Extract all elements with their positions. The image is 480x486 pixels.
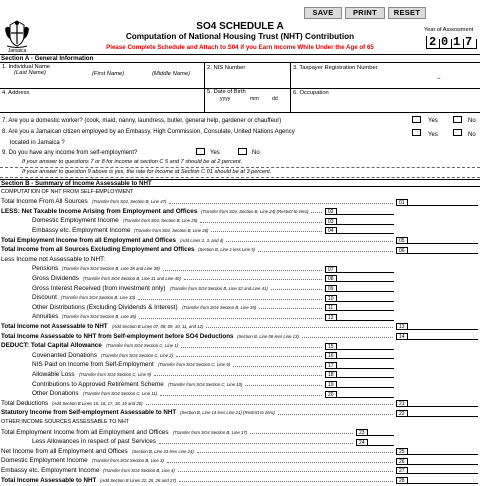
row-transfer-note: (Transfer from SO4 Section C, Line 10) [168, 381, 243, 387]
row-label: Total Income From All Sources [1, 198, 88, 206]
line-number-box: 08 [325, 275, 337, 282]
q9-yes-label: Yes [210, 150, 220, 156]
row-label: Total Employment Income from all Employment and Offices [1, 428, 169, 436]
section-b-row [0, 342, 480, 352]
row-transfer-note: (Transfer from SO4 Section B, Line 4) [103, 467, 175, 473]
amount-field[interactable] [337, 266, 394, 273]
section-b-row [0, 313, 480, 323]
row-transfer-note: (Section B, Line 23 less Line 24) [132, 448, 194, 454]
row-transfer-note: (Transfer from S04, Section B, Line 26) [134, 227, 209, 233]
address-label: 4. Address [2, 90, 30, 96]
row-transfer-note: (Transfer from SO4 Section B, Line 33) [61, 295, 136, 301]
dotted-leader [184, 276, 322, 280]
row-label: DEDUCT: Total Capital Allowance [1, 342, 102, 350]
amount-field[interactable] [337, 343, 394, 350]
dob-dd-label: dd [272, 96, 278, 102]
section-b-row [0, 236, 480, 246]
row-transfer-note: (Transfer from SO4 Section B, Line 3) [92, 458, 164, 464]
row-label: Other Donations [32, 390, 79, 398]
occupation-input[interactable] [293, 98, 477, 110]
amount-field[interactable] [408, 199, 478, 206]
dob-mm-label: mm [250, 96, 259, 102]
section-b-row [0, 409, 480, 419]
amount-field[interactable] [337, 381, 394, 388]
amount-field[interactable] [368, 429, 394, 436]
section-b-row [0, 476, 480, 486]
amount-field[interactable] [408, 333, 478, 340]
section-b-row [0, 380, 480, 390]
amount-field[interactable] [408, 458, 478, 465]
line-number-box: 25 [396, 448, 408, 455]
row-label: Total Employment Income from all Employment and Offices [1, 236, 176, 244]
dotted-leader [278, 411, 393, 415]
amount-field[interactable] [337, 227, 394, 234]
amount-field[interactable] [337, 208, 394, 215]
dotted-leader [181, 344, 322, 348]
section-b-row [0, 438, 480, 448]
row-label: Covenanted Donations [32, 351, 98, 359]
amount-field[interactable] [337, 295, 394, 302]
amount-field[interactable] [408, 448, 478, 455]
section-b-row [0, 188, 480, 198]
section-b-row [0, 351, 480, 361]
year-digit: 1 [453, 35, 461, 49]
rate-note-2: If your answer to question 9 above is yes, the rate for income at Section C 01 should be at 3 percent. [22, 169, 272, 175]
line-number-box: 12 [325, 314, 337, 321]
question-8-text: 8. Are you a Jamaican citizen employed by an Embassy, High Commission, Consulate, United Nations Agency [2, 129, 295, 135]
row-label: Less Income not Assessable to NHT: [1, 255, 106, 263]
save-button[interactable]: SAVE [304, 7, 342, 19]
q9-no-checkbox[interactable] [238, 148, 247, 155]
row-label: Total Income not Assessable to NHT [1, 322, 108, 330]
amount-field[interactable] [337, 362, 394, 369]
reset-button[interactable]: RESET [388, 7, 426, 19]
row-transfer-note: (Transfer from SO4 Section C, Line 9) [158, 362, 231, 368]
instruction-text: Please Complete Schedule and Attach to S04 if you Earn Income While Under the Age of 65 [106, 44, 374, 51]
row-label: Annuities [32, 313, 59, 321]
line-number-box: 27 [396, 467, 408, 474]
row-transfer-note: (Section B, Line 1 less Line 5) [198, 247, 256, 253]
section-b-row [0, 198, 480, 208]
dotted-leader [200, 219, 322, 223]
dotted-leader [178, 468, 393, 472]
row-transfer-note: (Transfer from SO4 Section B, Line 35) [182, 304, 257, 310]
nis-number-input[interactable] [207, 74, 287, 86]
dotted-leader [258, 248, 393, 252]
dob-label: 5. Date of Birth [207, 89, 246, 95]
amount-field[interactable] [368, 439, 394, 446]
individual-name-input[interactable] [2, 78, 202, 88]
row-transfer-note: (Transfer from SO4 Section B, Line 36) [62, 314, 137, 320]
dotted-leader [146, 401, 393, 405]
section-b-heading: Section B - Summary of Income Assessable to NHT [0, 179, 480, 187]
row-transfer-note: (Add Section B Lines 15, 16, 17, 18, 19 and 20) [52, 400, 143, 406]
section-b-row [0, 447, 480, 457]
row-transfer-note: (Transfer from SO4 Section B, Line 32 and Line 41) [170, 285, 268, 291]
line-number-box: 11 [325, 304, 337, 311]
section-b-row [0, 303, 480, 313]
row-transfer-note: (Transfer from S04, Section B, Line 25) [123, 218, 198, 224]
line-number-box: 24 [356, 439, 368, 446]
row-transfer-note: (Add Lines 2, 3, and 4) [180, 237, 224, 243]
section-b-row [0, 265, 480, 275]
dob-yyyy-label: yyyy [220, 96, 231, 102]
line-number-box: 17 [325, 362, 337, 369]
page-title: SO4 SCHEDULE A [196, 21, 284, 32]
q8-yes-checkbox[interactable] [412, 129, 421, 136]
row-label: Total Income Assessable to NHT [1, 476, 97, 484]
row-label: NIS Paid on Income from Self-Employment [32, 361, 154, 369]
section-b-row [0, 370, 480, 380]
row-transfer-note: (Add Section B Lines 07, 08, 09, 10, 11, and 12) [112, 323, 204, 329]
line-number-box: 15 [325, 343, 337, 350]
amount-field[interactable] [408, 237, 478, 244]
line-number-box: 21 [396, 400, 408, 407]
q9-no-label: No [252, 150, 260, 156]
row-transfer-note: (Section B, Line 14 less Line 21) (Restrict to zero) [180, 410, 275, 416]
row-label: Discount [32, 294, 57, 302]
row-label: Gross Interest Received (from investment only) [32, 284, 166, 292]
row-label: Gross Dividends [32, 274, 79, 282]
row-label: OTHER INCOME SOURCES ASSESSABLE TO NHT [1, 418, 130, 425]
amount-field[interactable] [408, 323, 478, 330]
year-of-assessment-label: Year of Assessment [424, 27, 474, 33]
line-number-box: 01 [396, 199, 408, 206]
line-number-box: 20 [325, 391, 337, 398]
line-number-box: 04 [325, 227, 337, 234]
dotted-leader [211, 228, 322, 232]
first-name-label: (First Name) [92, 71, 125, 77]
year-digit: 0 [441, 35, 449, 49]
line-number-box: 05 [396, 237, 408, 244]
section-a-heading: Section A - General Information [0, 55, 480, 63]
line-number-box: 16 [325, 352, 337, 359]
section-b-row [0, 399, 480, 409]
year-digit: 7 [465, 35, 473, 49]
row-transfer-note: (Transfer from SO4 Section C, Line 11) [83, 391, 158, 397]
line-number-box: 19 [325, 381, 337, 388]
row-label: Other Distributions (Excluding Dividends & Interest) [32, 303, 178, 311]
year-digit: 2 [429, 35, 437, 49]
amount-field[interactable] [408, 247, 478, 254]
amount-field[interactable] [337, 285, 394, 292]
amount-field[interactable] [337, 304, 394, 311]
row-transfer-note: (Transfer from SO4 Section B, Line 31 and Line 40) [83, 275, 181, 281]
section-b-row [0, 418, 480, 428]
section-b-row [0, 466, 480, 476]
amount-field[interactable] [337, 371, 394, 378]
section-b-row [0, 457, 480, 467]
q7-yes-label: Yes [428, 118, 438, 124]
q8-yes-label: Yes [428, 132, 438, 138]
dotted-leader [159, 440, 353, 444]
row-label: Embassy etc. Employment Income [1, 466, 100, 474]
section-b-row [0, 428, 480, 438]
dotted-leader [197, 449, 393, 453]
row-label: Domestic Employment Income [1, 457, 88, 465]
row-label: Embassy etc. Employment Income [32, 226, 131, 234]
section-b-row [0, 284, 480, 294]
dotted-leader [302, 334, 393, 338]
q8-no-label: No [468, 132, 476, 138]
dob-input[interactable] [207, 103, 287, 111]
section-b-row [0, 332, 480, 342]
question-9-text: 9. Do you have any income from self-employment? [2, 150, 138, 156]
q7-no-checkbox[interactable] [453, 116, 462, 123]
amount-field[interactable] [337, 275, 394, 282]
amount-field[interactable] [408, 410, 478, 417]
row-label: Statutory Income from Self-employment Assessable to NHT [1, 409, 177, 417]
section-b-row [0, 226, 480, 236]
row-transfer-note: (Add Section B Lines 22, 25, 26 and 27) [100, 477, 177, 483]
row-label: Total Income Assessable to NHT from Self-employment before SO4 Deductions [1, 332, 234, 340]
row-transfer-note: (Transfer from SO4 Section B, Line 28 and Line 39) [62, 266, 160, 272]
row-transfer-note: (Transfer from SO4 Section C, Line 2) [101, 352, 174, 358]
amount-field[interactable] [337, 352, 394, 359]
dotted-leader [179, 478, 393, 482]
section-b-row [0, 390, 480, 400]
dotted-leader [176, 353, 322, 357]
dotted-leader [233, 363, 322, 367]
section-b-row [0, 294, 480, 304]
section-b-row [0, 246, 480, 256]
address-input[interactable] [2, 98, 202, 112]
section-b-row [0, 207, 480, 217]
line-number-box: 02 [325, 208, 337, 215]
row-label: Domestic Employment Income [32, 217, 119, 225]
dotted-leader [311, 209, 322, 213]
section-b-table [0, 188, 480, 484]
last-name-label: (Last Name) [14, 70, 46, 76]
occupation-label: 6. Occupation [293, 90, 329, 96]
row-label: Total Deductions [1, 399, 49, 407]
middle-name-label: (Middle Name) [152, 71, 191, 77]
print-button[interactable]: PRINT [345, 7, 385, 19]
nis-number-label: 2. NIS Number [207, 65, 246, 71]
line-number-box: 28 [396, 477, 408, 484]
section-b-row [0, 217, 480, 227]
line-number-box: 03 [325, 218, 337, 225]
row-label: Net Income from all Employment and Offices [1, 447, 128, 455]
section-b-row [0, 274, 480, 284]
dotted-leader [206, 324, 393, 328]
dotted-leader [138, 296, 322, 300]
rate-note-1: If your answer to questions 7 or 8 for income at section C 5 and 7 should be at 2 percent. [22, 159, 243, 165]
logo-caption: Jamaica [7, 48, 27, 54]
section-b-row [0, 361, 480, 371]
dotted-leader [167, 459, 393, 463]
amount-field[interactable] [408, 477, 478, 484]
row-transfer-note: (Section B, Line 06 less Line 13) [237, 333, 299, 339]
line-number-box: 07 [325, 266, 337, 273]
trn-input[interactable] [293, 74, 477, 86]
row-label: Total Income from all Sources Excluding Employment and Offices [1, 246, 195, 254]
amount-field[interactable] [337, 314, 394, 321]
line-number-box: 26 [396, 458, 408, 465]
line-number-box: 09 [325, 285, 337, 292]
line-number-box: 06 [396, 247, 408, 254]
dotted-leader [154, 372, 322, 376]
dotted-leader [259, 305, 322, 309]
q7-yes-checkbox[interactable] [412, 116, 421, 123]
row-label: LESS: Net Taxable Income Arising from Employment and Offices [1, 207, 198, 215]
dotted-leader [250, 430, 353, 434]
amount-field[interactable] [337, 218, 394, 225]
dotted-leader [271, 286, 322, 290]
row-transfer-note: (Transfer from SO4 Section B, Line 17) [173, 429, 248, 435]
question-8-text-cont: located in Jamaica ? [10, 140, 65, 146]
q8-no-checkbox[interactable] [453, 129, 462, 136]
individual-name-label: 1. Individual Name [2, 64, 51, 70]
line-number-box: 10 [325, 295, 337, 302]
line-number-box: 23 [356, 429, 368, 436]
dotted-leader [160, 392, 322, 396]
amount-field[interactable] [337, 391, 394, 398]
line-number-box: 22 [396, 410, 408, 417]
dotted-leader [226, 238, 393, 242]
amount-field[interactable] [408, 467, 478, 474]
question-7-text: 7. Are you a domestic worker? (cook, maid, nanny, laundress, butler, general help, gardener or chauffeur) [2, 118, 282, 124]
row-label: Allowable Loss [32, 370, 75, 378]
line-number-box: 13 [396, 323, 408, 330]
row-transfer-note: (Transfer from S04, Section B, Line 47) [92, 199, 167, 205]
row-transfer-note: (Transfer from SO4 Section C, Line 1) [106, 343, 179, 349]
year-of-assessment-field[interactable] [426, 36, 476, 49]
amount-field[interactable] [408, 400, 478, 407]
dotted-leader [163, 267, 322, 271]
dotted-leader [169, 200, 393, 204]
dotted-leader [245, 382, 322, 386]
q9-yes-checkbox[interactable] [196, 148, 205, 155]
row-label: Pensions [32, 265, 59, 273]
line-number-box: 18 [325, 371, 337, 378]
dotted-leader [139, 315, 322, 319]
page-subtitle: Computation of National Housing Trust (NHT) Contribution [125, 32, 355, 41]
trn-label: 3. Taxpayer Registration Number [293, 65, 378, 71]
section-b-row [0, 255, 480, 265]
row-transfer-note: (Transfer from S04, Section B, Line 24) (Restrict to zero) [201, 208, 309, 214]
q7-no-label: No [468, 118, 476, 124]
section-b-row [0, 322, 480, 332]
row-label: COMPUTATION OF NHT FROM SELF-EMPLOYMENT [1, 188, 134, 195]
row-transfer-note: (Transfer from SO4 Section C, Line 9) [79, 371, 152, 377]
line-number-box: 14 [396, 333, 408, 340]
row-label: Less Allowances in respect of past Services [32, 438, 156, 446]
row-label: Contributions to Approved Retirement Scheme [32, 380, 164, 388]
